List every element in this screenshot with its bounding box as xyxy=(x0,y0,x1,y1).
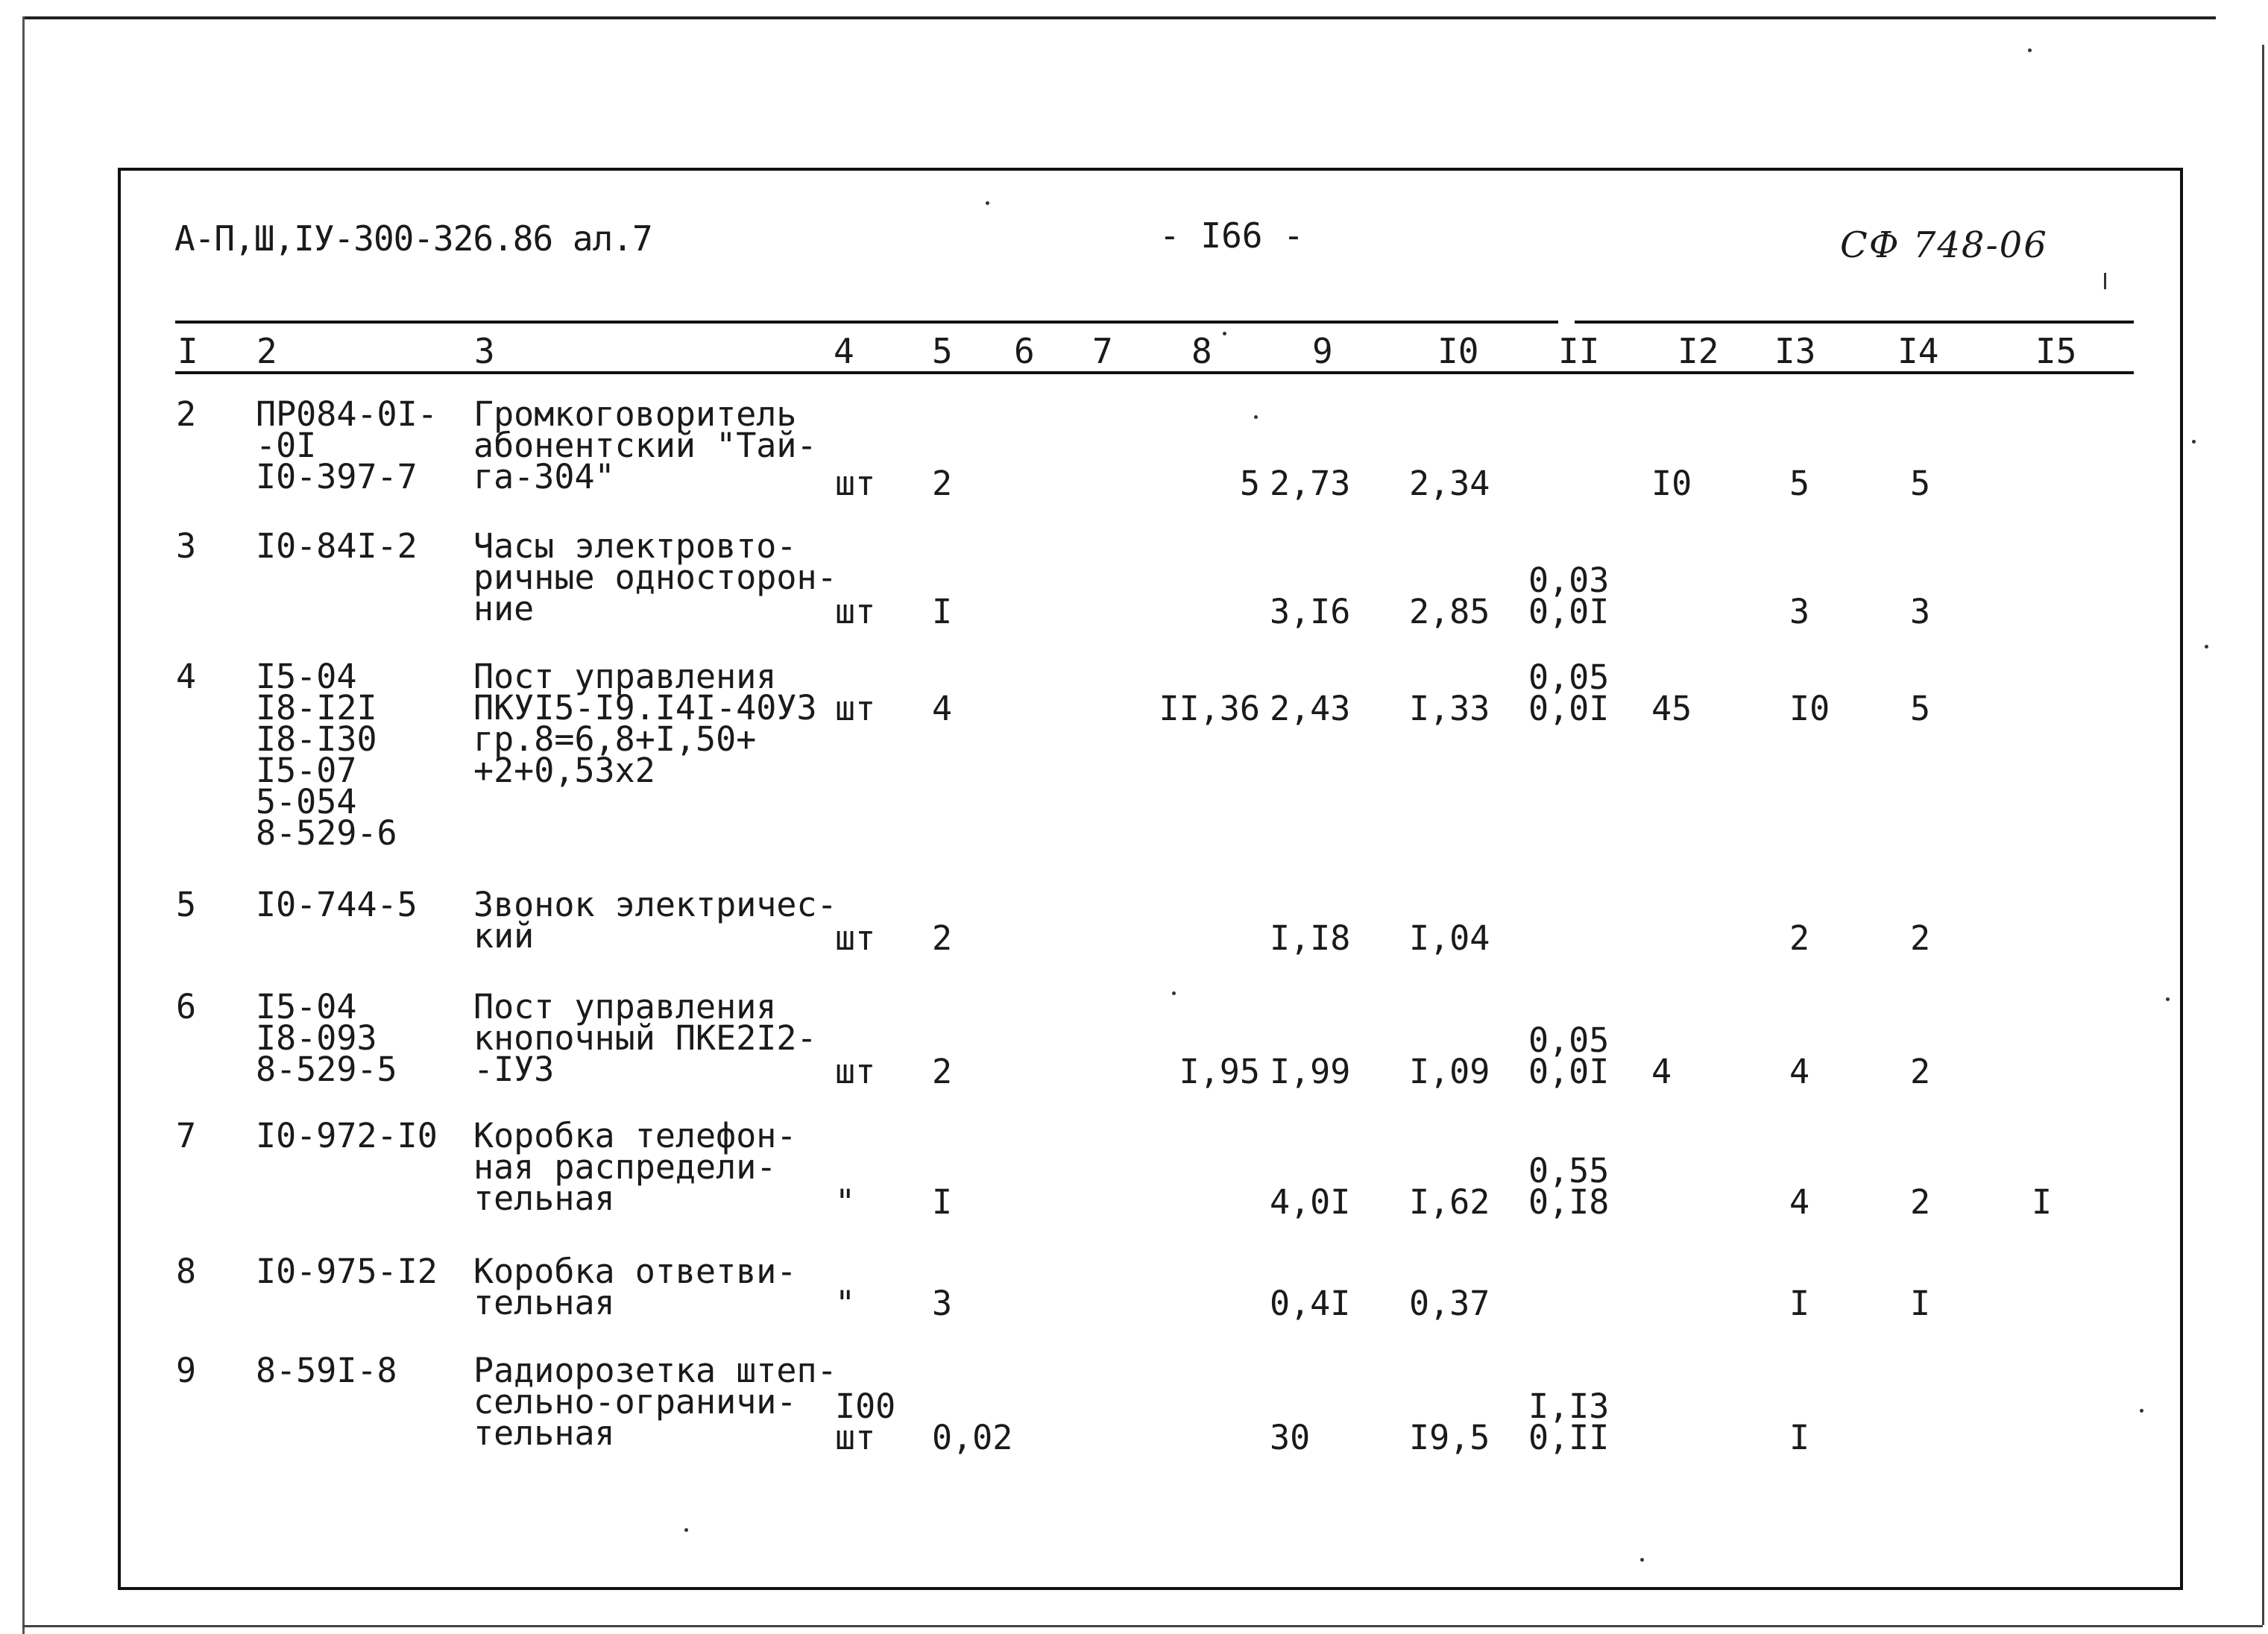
col-10-value: 0,37 xyxy=(1409,1284,1490,1323)
unit: " xyxy=(835,1284,856,1323)
col-14-value: 3 xyxy=(1910,592,1931,631)
col-num-14: I4 xyxy=(1897,331,1939,371)
col-9-value: 2,73 xyxy=(1270,464,1351,503)
sheet-edge-top xyxy=(24,16,2216,19)
header-rule-top-left xyxy=(175,321,1558,324)
unit: шт xyxy=(835,592,876,631)
scan-speck xyxy=(2166,997,2170,1001)
col-10-value: 2,85 xyxy=(1409,592,1490,631)
row-number: 9 xyxy=(176,1351,197,1390)
item-name: Часы электровто- ричные односторон- ние xyxy=(473,526,837,628)
catalog-code: I0-744-5 xyxy=(256,885,418,924)
col-9-value: 3,I6 xyxy=(1270,592,1351,631)
catalog-code: I0-975-I2 xyxy=(256,1252,438,1291)
col-14-value: I xyxy=(1910,1284,1931,1323)
quantity: I xyxy=(932,1182,953,1222)
col-12-value: 45 xyxy=(1651,689,1692,728)
col-11-value: 0,05 0,0I xyxy=(1528,657,1610,728)
quantity: 4 xyxy=(932,689,953,728)
col-8-value: I,95 xyxy=(1179,1052,1260,1091)
page-number: - I66 - xyxy=(1159,215,1304,256)
col-num-3: 3 xyxy=(474,331,495,371)
col-num-2: 2 xyxy=(256,331,277,371)
item-name: Громкоговоритель абонентский "Тай- га-304" xyxy=(473,394,817,496)
col-num-10: I0 xyxy=(1437,331,1479,371)
header-rule-top-right xyxy=(1575,321,2134,324)
col-10-value: I,09 xyxy=(1409,1052,1490,1091)
col-10-value: I,33 xyxy=(1409,689,1490,728)
col-13-value: 4 xyxy=(1789,1182,1810,1222)
col-14-value: 2 xyxy=(1910,918,1931,958)
col-14-value: 5 xyxy=(1910,689,1931,728)
item-name: Пост управления ПКУI5-I9.I4I-40У3 гр.8=6,8+I,50+ +2+0,53х2 xyxy=(473,657,817,790)
quantity: 2 xyxy=(932,1052,953,1091)
col-9-value: I,I8 xyxy=(1270,918,1351,958)
col-12-value: I0 xyxy=(1651,464,1692,503)
sheet-edge-left xyxy=(22,16,25,1634)
col-num-11: II xyxy=(1558,331,1600,371)
scan-speck xyxy=(2104,273,2106,289)
row-number: 4 xyxy=(176,657,197,696)
col-11-value: 0,05 0,0I xyxy=(1528,1021,1610,1091)
document-designation: А-П,Ш,IУ-300-326.86 ал.7 xyxy=(174,218,652,259)
col-11-value: I,I3 0,II xyxy=(1528,1387,1610,1457)
col-num-15: I5 xyxy=(2035,331,2077,371)
col-13-value: 5 xyxy=(1789,464,1810,503)
catalog-code: I5-04 I8-093 8-529-5 xyxy=(256,987,397,1089)
quantity: 0,02 xyxy=(932,1418,1013,1457)
col-15-value: I xyxy=(2032,1182,2053,1222)
col-11-value: 0,55 0,I8 xyxy=(1528,1151,1610,1222)
scan-speck xyxy=(1172,991,1176,995)
unit: I00 шт xyxy=(835,1387,896,1457)
scan-speck xyxy=(1223,332,1226,335)
scan-speck xyxy=(1254,415,1258,419)
sheet-edge-bottom xyxy=(22,1625,2263,1627)
row-number: 8 xyxy=(176,1252,197,1291)
quantity: 2 xyxy=(932,918,953,958)
scan-speck xyxy=(2140,1409,2143,1413)
unit: шт xyxy=(835,918,876,958)
col-10-value: I9,5 xyxy=(1409,1418,1490,1457)
item-name: Радиорозетка штеп- сельно-ограничи- тельная xyxy=(473,1351,837,1453)
col-9-value: 0,4I xyxy=(1270,1284,1351,1323)
col-13-value: 2 xyxy=(1789,918,1810,958)
col-num-9: 9 xyxy=(1312,331,1333,371)
item-name: Коробка ответви- тельная xyxy=(473,1252,797,1322)
handwritten-code: СФ 748-06 xyxy=(1840,224,2048,266)
scan-speck xyxy=(684,1528,688,1532)
catalog-code: I0-84I-2 xyxy=(256,526,418,566)
catalog-code: ПР084-0I- -0I I0-397-7 xyxy=(256,394,438,496)
col-14-value: 2 xyxy=(1910,1182,1931,1222)
col-13-value: I xyxy=(1789,1418,1810,1457)
scan-speck xyxy=(1640,1558,1644,1562)
row-number: 6 xyxy=(176,987,197,1026)
row-number: 5 xyxy=(176,885,197,924)
item-name: Пост управления кнопочный ПКЕ2I2- -IУ3 xyxy=(473,987,817,1089)
col-9-value: 30 xyxy=(1270,1418,1311,1457)
catalog-code: I5-04 I8-I2I I8-I30 I5-07 5-054 8-529-6 xyxy=(256,657,397,853)
row-number: 7 xyxy=(176,1116,197,1155)
col-num-4: 4 xyxy=(834,331,854,371)
unit: шт xyxy=(835,689,876,728)
unit: " xyxy=(835,1182,856,1222)
row-number: 2 xyxy=(176,394,197,434)
col-num-7: 7 xyxy=(1092,331,1113,371)
col-num-1: I xyxy=(177,331,198,371)
item-name: Звонок электричес- кий xyxy=(473,885,837,956)
catalog-code: I0-972-I0 xyxy=(256,1116,438,1155)
col-num-12: I2 xyxy=(1678,331,1719,371)
col-num-13: I3 xyxy=(1774,331,1816,371)
col-12-value: 4 xyxy=(1651,1052,1672,1091)
col-13-value: 3 xyxy=(1789,592,1810,631)
col-9-value: 2,43 xyxy=(1270,689,1351,728)
sheet-edge-right xyxy=(2262,45,2264,1625)
col-8-value: II,36 xyxy=(1159,689,1260,728)
unit: шт xyxy=(835,464,876,503)
unit: шт xyxy=(835,1052,876,1091)
header-rule-bottom xyxy=(175,371,2134,374)
catalog-code: 8-59I-8 xyxy=(256,1351,397,1390)
item-name: Коробка телефон- ная распредели- тельная xyxy=(473,1116,797,1218)
document-frame xyxy=(118,168,2183,1590)
col-10-value: 2,34 xyxy=(1409,464,1490,503)
col-10-value: I,62 xyxy=(1409,1182,1490,1222)
quantity: 2 xyxy=(932,464,953,503)
col-10-value: I,04 xyxy=(1409,918,1490,958)
col-9-value: I,99 xyxy=(1270,1052,1351,1091)
col-9-value: 4,0I xyxy=(1270,1182,1351,1222)
col-11-value: 0,03 0,0I xyxy=(1528,561,1610,631)
col-num-8: 8 xyxy=(1191,331,1212,371)
col-13-value: I0 xyxy=(1789,689,1830,728)
scan-speck xyxy=(2205,645,2208,649)
quantity: 3 xyxy=(932,1284,953,1323)
col-13-value: I xyxy=(1789,1284,1810,1323)
col-14-value: 2 xyxy=(1910,1052,1931,1091)
col-13-value: 4 xyxy=(1789,1052,1810,1091)
col-num-5: 5 xyxy=(932,331,953,371)
scan-speck xyxy=(2028,48,2032,52)
row-number: 3 xyxy=(176,526,197,566)
scan-speck xyxy=(986,201,989,205)
col-num-6: 6 xyxy=(1014,331,1035,371)
col-14-value: 5 xyxy=(1910,464,1931,503)
col-8-value: 5 xyxy=(1239,464,1260,503)
quantity: I xyxy=(932,592,953,631)
scan-speck xyxy=(2192,440,2196,444)
